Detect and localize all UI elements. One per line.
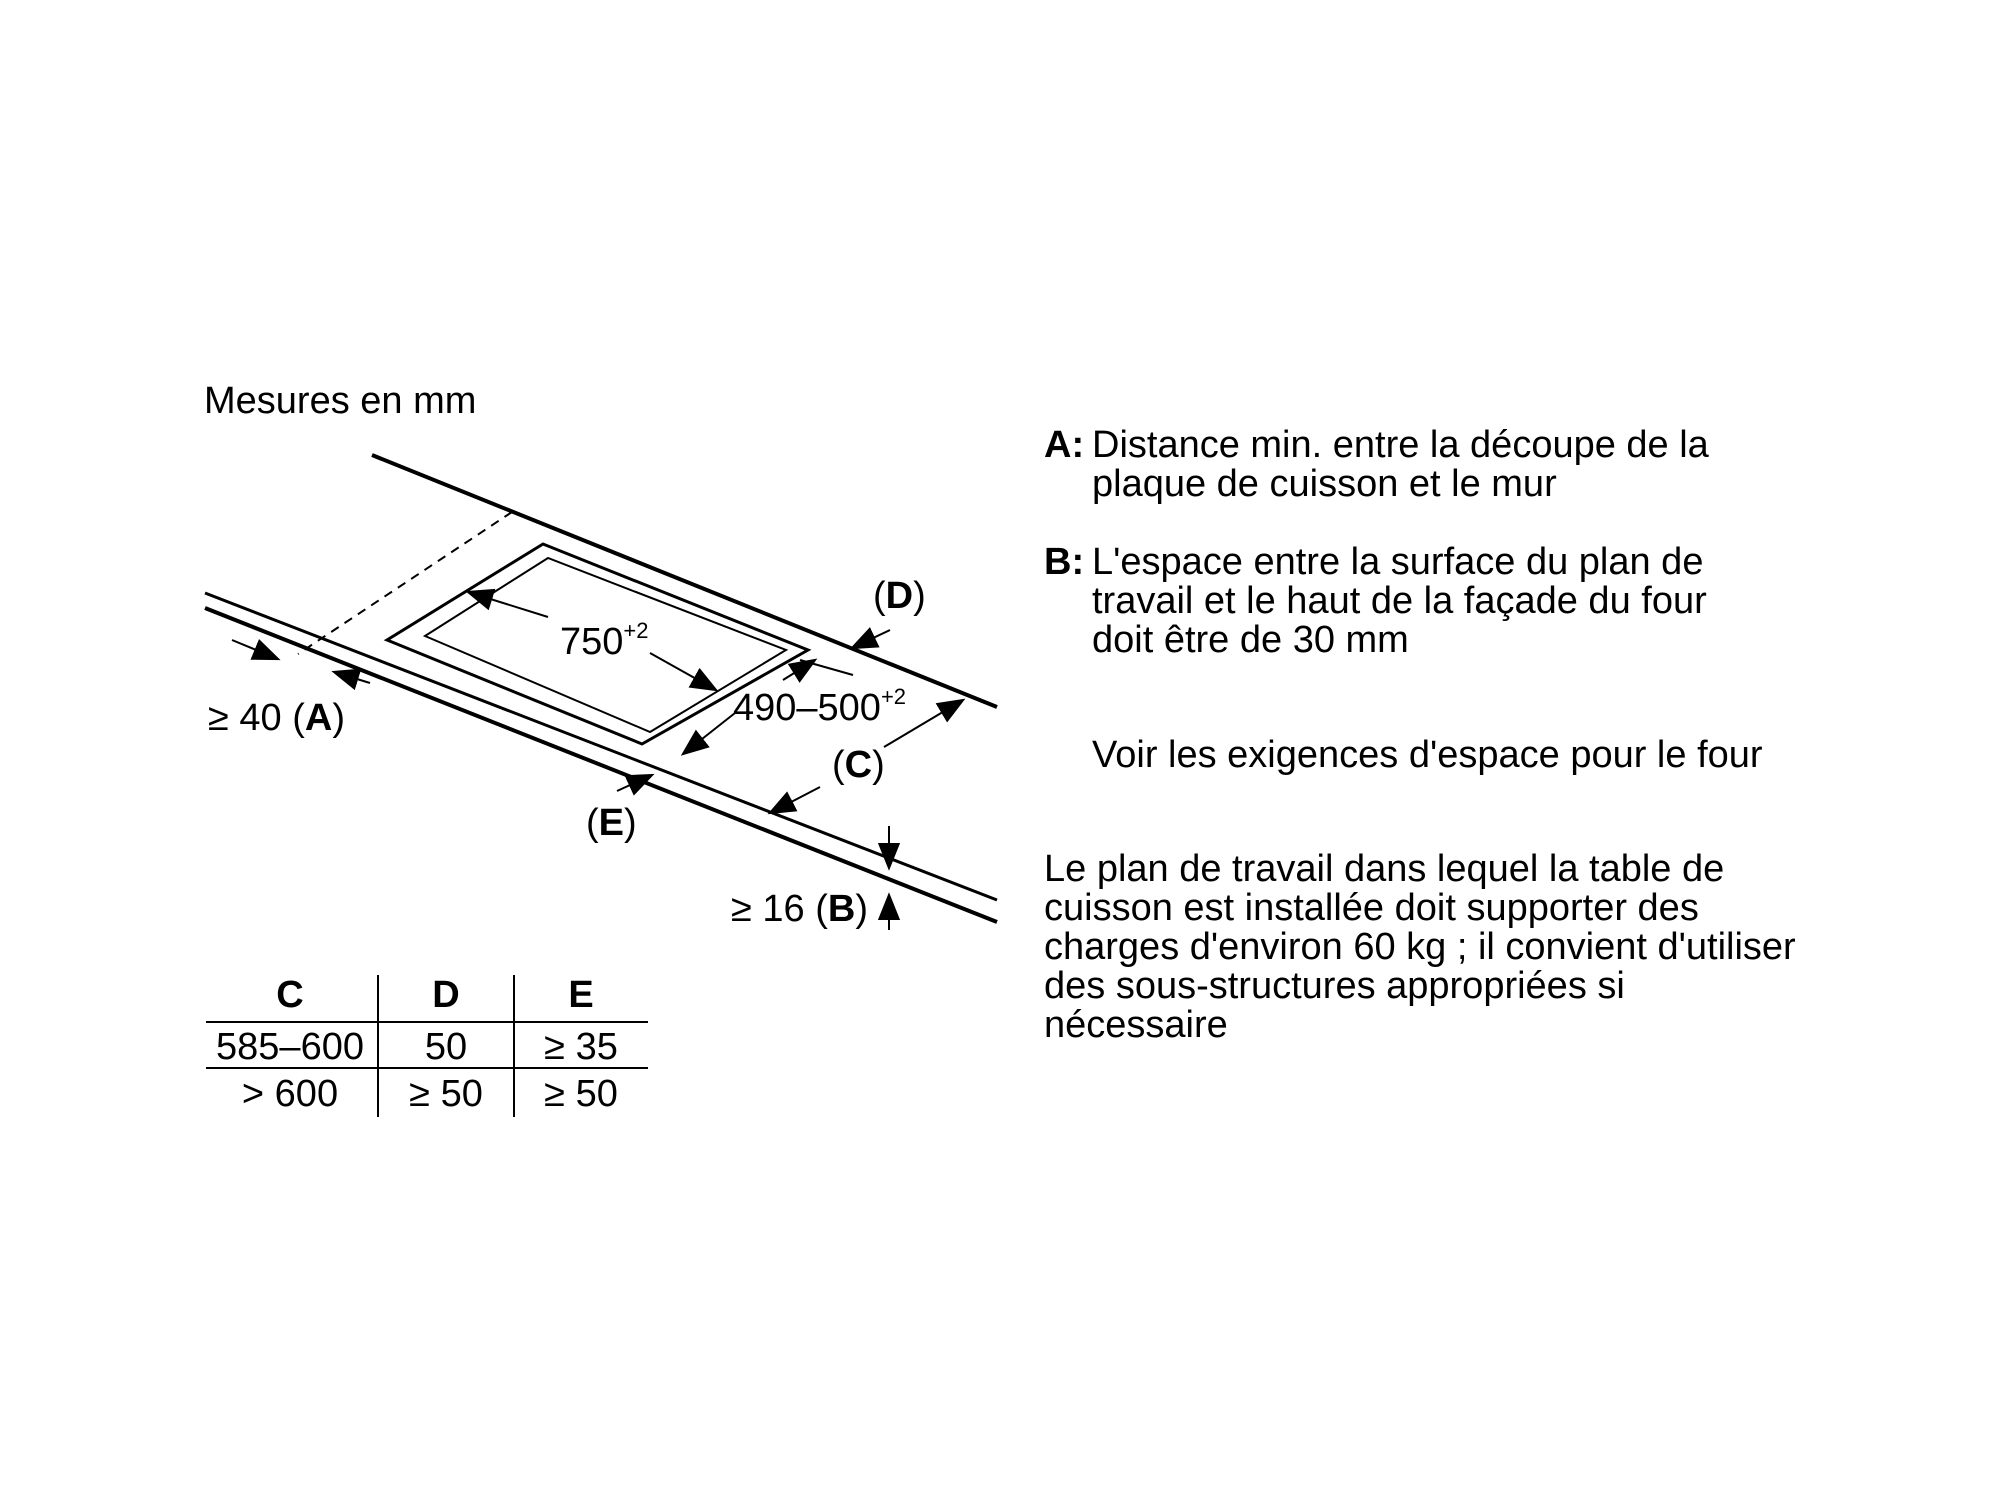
dim-a-arrow-left (232, 640, 278, 659)
table-cell: > 600 (241, 1073, 339, 1115)
table-cell: ≥ 50 (544, 1073, 618, 1115)
dim-750-line-right (650, 653, 716, 690)
note-b (1044, 543, 1984, 660)
table-header-c: C (276, 974, 304, 1016)
dim-750-label: $750^{+2}$ (560, 618, 649, 663)
note-b-text: L'espace entre la surface du plan de travail et le haut de la façade du four doit être de 30 mm (1092, 541, 1707, 661)
dim-d-arrow (852, 630, 890, 648)
dim-depth-label: $490-500^{+2}$ (733, 684, 907, 729)
note-a-text: Distance min. entre la découpe de la plaque de cuisson et le mur (1092, 424, 1709, 505)
label-a: ≥ 40 (A) (208, 697, 346, 739)
table-cell: 585–600 (216, 1026, 364, 1068)
clearance-table (206, 974, 648, 1117)
table-cell: 50 (424, 1026, 468, 1068)
note-a-key: A: (1044, 424, 1085, 466)
note-oven: Voir les exigences d'espace pour le four (1092, 734, 1763, 776)
label-d: (D) (873, 575, 926, 617)
dim-a-arrow-right (334, 672, 370, 683)
dim-c-arrow (770, 787, 820, 813)
notes-panel (1044, 426, 1984, 1045)
units-label: Mesures en mm (204, 380, 477, 422)
table-cell: ≥ 35 (544, 1026, 618, 1068)
note-b-key: B: (1044, 541, 1085, 583)
table-header-d: D (432, 974, 460, 1016)
dim-depth-ext (800, 660, 853, 675)
table-cell: ≥ 50 (409, 1073, 483, 1115)
label-c: (C) (832, 744, 885, 786)
table-header-e: E (568, 974, 594, 1016)
note-a (1044, 426, 1984, 504)
dim-750-line-left (468, 592, 548, 617)
note-load: Le plan de travail dans lequel la table de cuisson est installée doit supporter des charges d'environ 60 kg ; il convient d'utiliser des sous-structures appropriées si nécessaire (1044, 848, 1796, 1046)
label-e: (E) (586, 802, 637, 844)
label-b: ≥ 16 (B) (731, 888, 869, 930)
dim-depth-line-lower (683, 713, 735, 754)
